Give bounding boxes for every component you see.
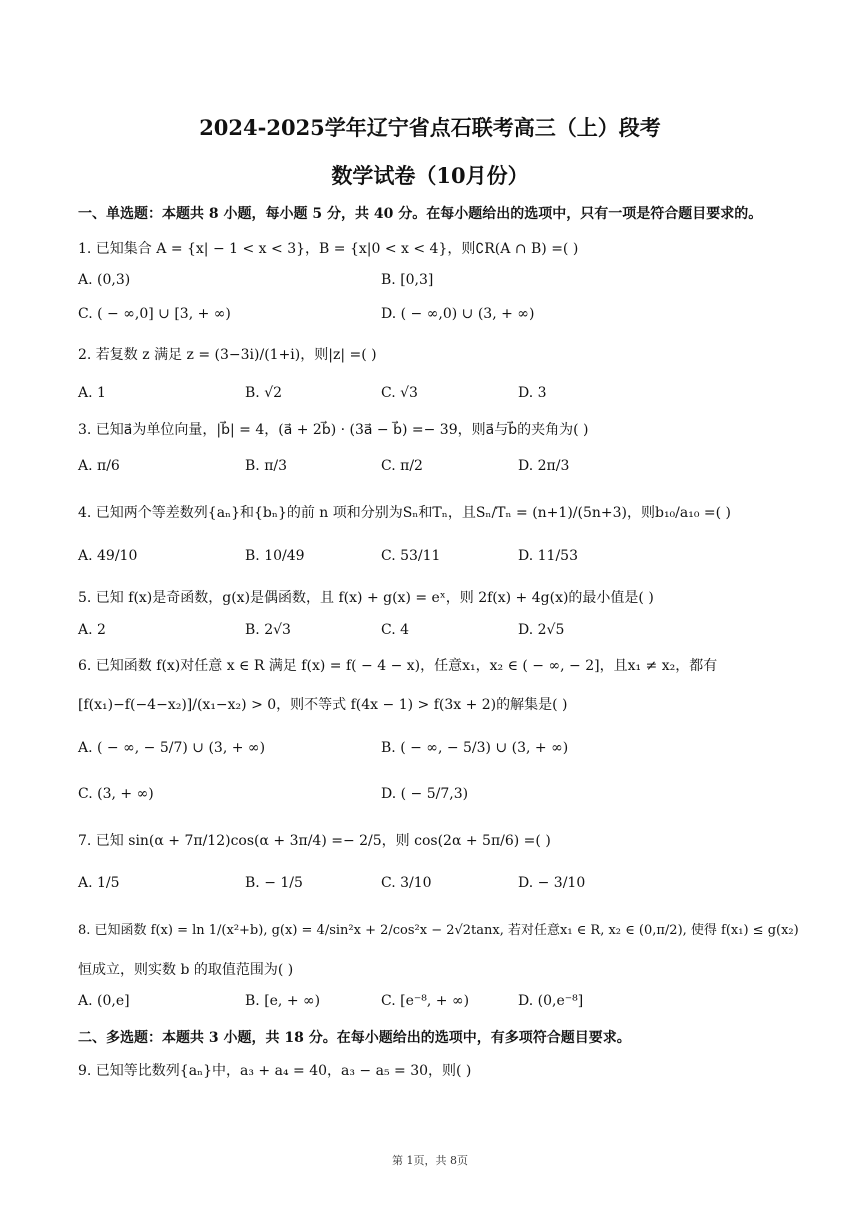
q5-option-a: A. 2 bbox=[78, 622, 106, 638]
exam-title: 2024-2025学年辽宁省点石联考高三（上）段考 bbox=[199, 115, 661, 140]
q7-option-b: B. − 1/5 bbox=[245, 875, 303, 891]
q6-option-b: B. ( − ∞, − 5/3) ∪ (3, + ∞) bbox=[381, 740, 569, 756]
q1-option-a: A. (0,3) bbox=[78, 272, 131, 288]
q1-option-b: B. [0,3] bbox=[381, 272, 434, 288]
q6-option-d: D. ( − 5/7,3) bbox=[381, 786, 469, 802]
question-4-stem: 4. 已知两个等差数列{aₙ}和{bₙ}的前 n 项和分别为Sₙ和Tₙ，且Sₙ/Tₙ = (n+1)/(5n+3)，则b₁₀/a₁₀ =( ) bbox=[78, 505, 732, 521]
q7-option-a: A. 1/5 bbox=[78, 875, 120, 891]
q7-option-d: D. − 3/10 bbox=[518, 875, 586, 891]
q6-option-a: A. ( − ∞, − 5/7) ∪ (3, + ∞) bbox=[78, 740, 266, 756]
q4-option-a: A. 49/10 bbox=[78, 548, 138, 564]
page-footer: 第 1页，共 8页 bbox=[392, 1154, 468, 1167]
question-6-stem-line1: 6. 已知函数 f(x)对任意 x ∈ R 满足 f(x) = f( − 4 − x)，任意x₁，x₂ ∈ ( − ∞, − 2]，且x₁ ≠ x₂，都有 bbox=[78, 658, 718, 674]
q3-option-d: D. 2π/3 bbox=[518, 458, 570, 474]
q5-option-c: C. 4 bbox=[381, 622, 410, 638]
q6-option-c: C. (3, + ∞) bbox=[78, 786, 154, 802]
q2-option-b: B. √2 bbox=[245, 385, 283, 401]
question-7-stem: 7. 已知 sin(α + 7π/12)cos(α + 3π/4) =− 2/5，则 cos(2α + 5π/6) =( ) bbox=[78, 833, 551, 849]
q3-option-c: C. π/2 bbox=[381, 458, 423, 474]
q1-option-c: C. ( − ∞,0] ∪ [3, + ∞) bbox=[78, 306, 231, 322]
question-8-stem-line1: 8. 已知函数 f(x) = ln 1/(x²+b), g(x) = 4/sin²x + 2/cos²x − 2√2tanx, 若对任意x₁ ∈ R, x₂ ∈ (0,π/2), 使得 f(x₁) ≤ g(x₂) bbox=[78, 923, 799, 938]
q3-option-a: A. π/6 bbox=[78, 458, 120, 474]
q2-option-c: C. √3 bbox=[381, 385, 418, 401]
question-9-stem: 9. 已知等比数列{aₙ}中，a₃ + a₄ = 40，a₃ − a₅ = 30，则( ) bbox=[78, 1063, 472, 1079]
question-8-stem-line2: 恒成立，则实数 b 的取值范围为( ) bbox=[78, 962, 294, 978]
q2-option-d: D. 3 bbox=[518, 385, 547, 401]
question-1-stem: 1. 已知集合 A = {x| − 1 < x < 3}，B = {x|0 < x < 4}，则∁R(A ∩ B) =( ) bbox=[78, 241, 579, 257]
q8-option-c: C. [e⁻⁸, + ∞) bbox=[381, 993, 470, 1009]
q3-option-b: B. π/3 bbox=[245, 458, 288, 474]
q5-option-d: D. 2√5 bbox=[518, 622, 565, 638]
exam-subtitle: 数学试卷（10月份） bbox=[331, 163, 529, 188]
q7-option-c: C. 3/10 bbox=[381, 875, 432, 891]
q8-option-d: D. (0,e⁻⁸] bbox=[518, 993, 584, 1009]
q4-option-b: B. 10/49 bbox=[245, 548, 305, 564]
question-3-stem: 3. 已知a⃗为单位向量，|b⃗| = 4，(a⃗ + 2b⃗) · (3a⃗ − b⃗) =− 39，则a⃗与b⃗的夹角为( ) bbox=[78, 422, 589, 438]
question-6-stem-line2: [f(x₁)−f(−4−x₂)]/(x₁−x₂) > 0，则不等式 f(4x − 1) > f(3x + 2)的解集是( ) bbox=[78, 697, 568, 713]
section-heading-single-choice: 一、单选题：本题共 8 小题，每小题 5 分，共 40 分。在每小题给出的选项中，只有一项是符合题目要求的。 bbox=[78, 206, 763, 222]
question-5-stem: 5. 已知 f(x)是奇函数，g(x)是偶函数，且 f(x) + g(x) = eˣ，则 2f(x) + 4g(x)的最小值是( ) bbox=[78, 590, 654, 606]
q2-option-a: A. 1 bbox=[78, 385, 106, 401]
q4-option-d: D. 11/53 bbox=[518, 548, 578, 564]
q5-option-b: B. 2√3 bbox=[245, 622, 291, 638]
q1-option-d: D. ( − ∞,0) ∪ (3, + ∞) bbox=[381, 306, 535, 322]
section-heading-multiple-choice: 二、多选题：本题共 3 小题，共 18 分。在每小题给出的选项中，有多项符合题目要求。 bbox=[78, 1030, 631, 1046]
question-2-stem: 2. 若复数 z 满足 z = (3−3i)/(1+i)，则|z| =( ) bbox=[78, 347, 377, 363]
q8-option-a: A. (0,e] bbox=[78, 993, 130, 1009]
q4-option-c: C. 53/11 bbox=[381, 548, 441, 564]
q8-option-b: B. [e, + ∞) bbox=[245, 993, 321, 1009]
